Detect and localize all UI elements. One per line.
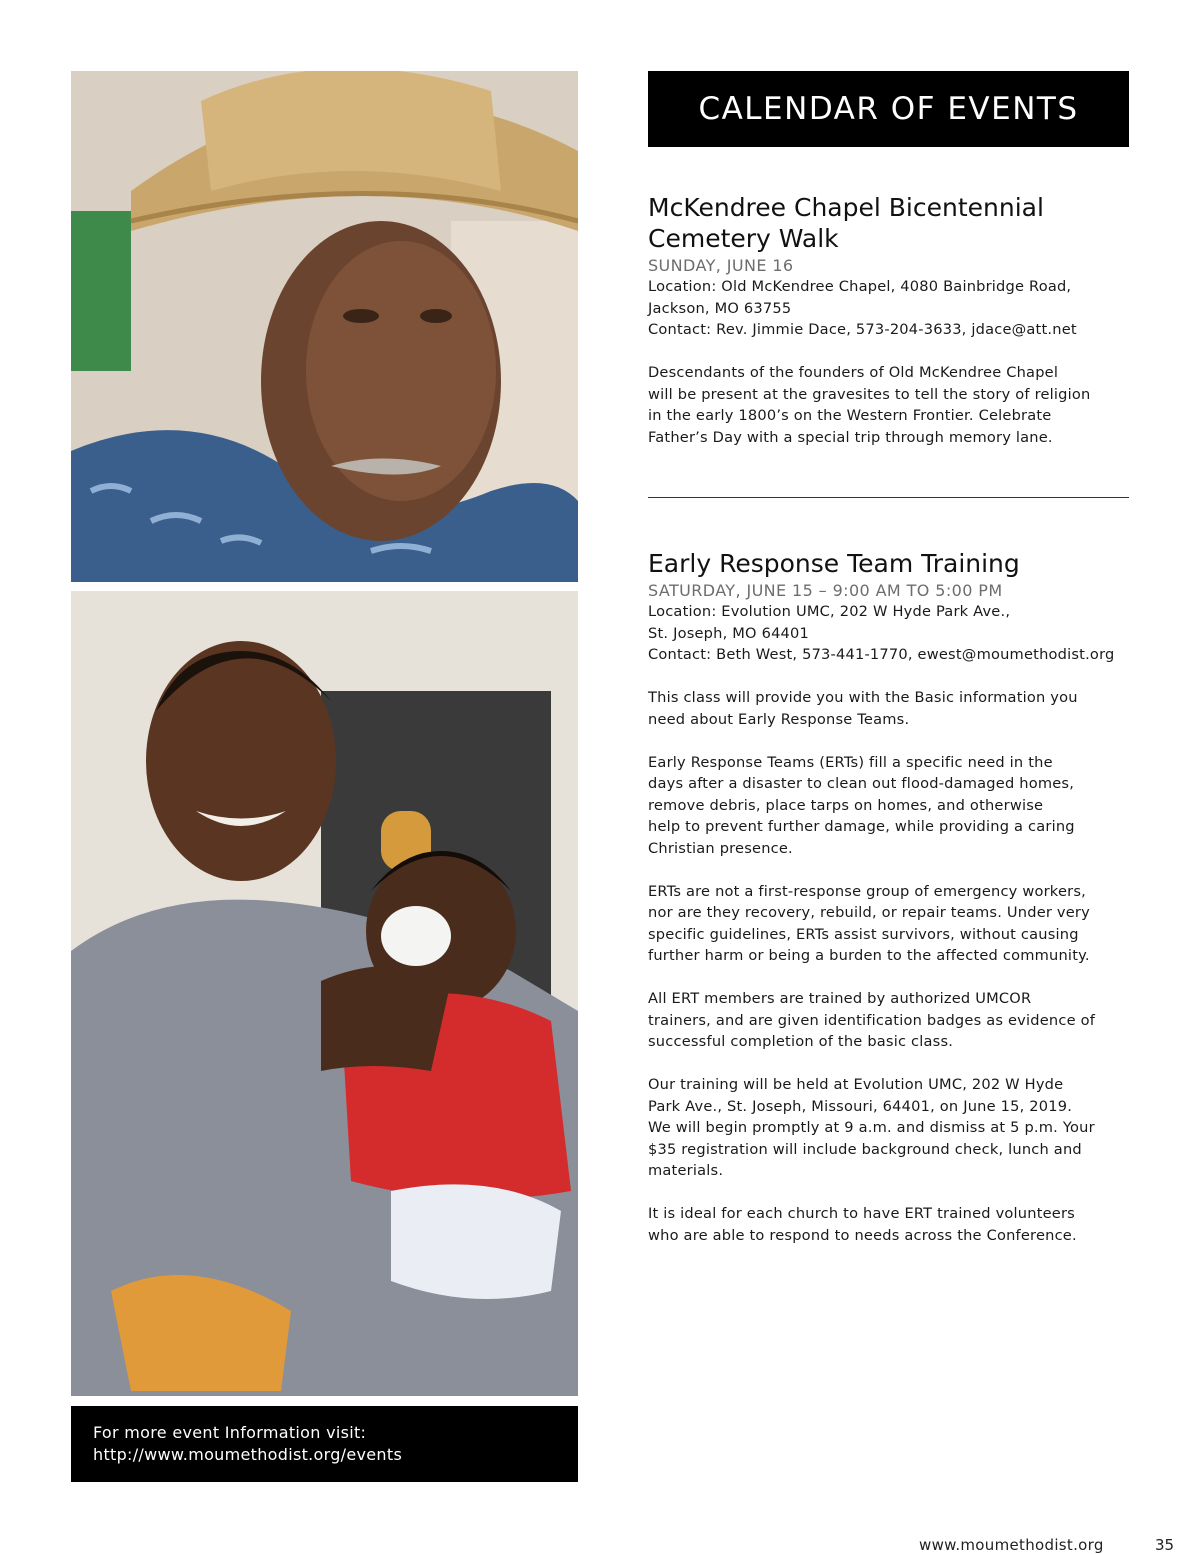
event-cemetery-walk <box>648 192 1138 448</box>
text-line: Christian presence. <box>648 839 793 857</box>
event-location-line: Jackson, MO 63755 <box>648 299 792 317</box>
text-line: We will begin promptly at 9 a.m. and dismiss at 5 p.m. Your <box>648 1119 1095 1136</box>
event-description <box>648 881 1138 967</box>
info-box-url[interactable]: http://www.moumethodist.org/events <box>93 1445 403 1464</box>
text-line: further harm or being a burden to the affected community. <box>648 947 1090 964</box>
event-location-line: Location: Evolution UMC, 202 W Hyde Park Ave., <box>648 603 1011 620</box>
text-line: will be present at the gravesites to tell the story of religion <box>648 385 1091 403</box>
event-title <box>648 548 1138 579</box>
event-description <box>648 362 1138 448</box>
text-line: $35 registration will include background check, lunch and <box>648 1140 1082 1158</box>
text-line: Descendants of the founders of Old McKendree Chapel <box>648 364 1059 381</box>
text-line: successful completion of the basic class. <box>648 1033 954 1050</box>
event-description <box>648 988 1138 1053</box>
text-line: days after a disaster to clean out flood-damaged homes, <box>648 775 1075 792</box>
text-line: This class will provide you with the Basic information you <box>648 689 1078 706</box>
text-line: Early Response Teams (ERTs) fill a specific need in the <box>648 753 1053 771</box>
text-line: help to prevent further damage, while providing a caring <box>648 818 1075 835</box>
text-line: materials. <box>648 1162 724 1179</box>
event-description <box>648 687 1138 730</box>
event-date: SATURDAY, JUNE 15 – 9:00 AM TO 5:00 PM <box>648 581 1003 600</box>
text-line: It is ideal for each church to have ERT trained volunteers <box>648 1205 1075 1222</box>
section-divider <box>648 497 1129 498</box>
text-line: in the early 1800’s on the Western Frontier. Celebrate <box>648 407 1052 424</box>
photo-elderly-man-straw-hat <box>71 71 578 582</box>
text-line: All ERT members are trained by authorized UMCOR <box>648 990 1032 1007</box>
event-location-line: Location: Old McKendree Chapel, 4080 Bainbridge Road, <box>648 278 1072 295</box>
calendar-header <box>648 71 1129 147</box>
event-title-line: Early Response Team Training <box>648 549 1020 578</box>
event-location-line: St. Joseph, MO 64401 <box>648 624 810 642</box>
photo-elderly-man-graphic <box>71 71 578 582</box>
page-title: CALENDAR OF EVENTS <box>698 91 1079 127</box>
text-line: Father’s Day with a special trip through memory lane. <box>648 428 1053 446</box>
text-line: nor are they recovery, rebuild, or repair teams. Under very <box>648 904 1090 921</box>
event-title-line: McKendree Chapel Bicentennial <box>648 193 1044 222</box>
text-line: specific guidelines, ERTs assist survivors, without causing <box>648 925 1079 943</box>
page-number: 35 <box>1155 1536 1175 1554</box>
footer-website[interactable]: www.moumethodist.org <box>919 1536 1104 1554</box>
text-line: Park Ave., St. Joseph, Missouri, 64401, on June 15, 2019. <box>648 1097 1073 1115</box>
event-date: SUNDAY, JUNE 16 <box>648 256 794 275</box>
event-description <box>648 1074 1138 1182</box>
photo-man-feeding-baby <box>71 591 578 1396</box>
info-box-line-1: For more event Information visit: <box>93 1423 367 1442</box>
text-line: ERTs are not a first-response group of emergency workers, <box>648 882 1086 900</box>
text-line: who are able to respond to needs across the Conference. <box>648 1226 1077 1244</box>
text-line: need about Early Response Teams. <box>648 710 910 728</box>
text-line: remove debris, place tarps on homes, and otherwise <box>648 796 1044 814</box>
event-description <box>648 752 1138 860</box>
photo-man-baby-graphic <box>71 591 578 1396</box>
text-line: trainers, and are given identification badges as evidence of <box>648 1011 1096 1029</box>
text-line: Our training will be held at Evolution UMC, 202 W Hyde <box>648 1076 1064 1093</box>
event-contact: Contact: Rev. Jimmie Dace, 573-204-3633, jdace@att.net <box>648 321 1077 338</box>
event-title-line: Cemetery Walk <box>648 224 839 253</box>
event-ert-training <box>648 548 1138 1246</box>
event-title <box>648 192 1138 254</box>
event-contact: Contact: Beth West, 573-441-1770, ewest@moumethodist.org <box>648 646 1115 663</box>
event-description <box>648 1203 1138 1246</box>
event-info-box <box>71 1406 578 1482</box>
